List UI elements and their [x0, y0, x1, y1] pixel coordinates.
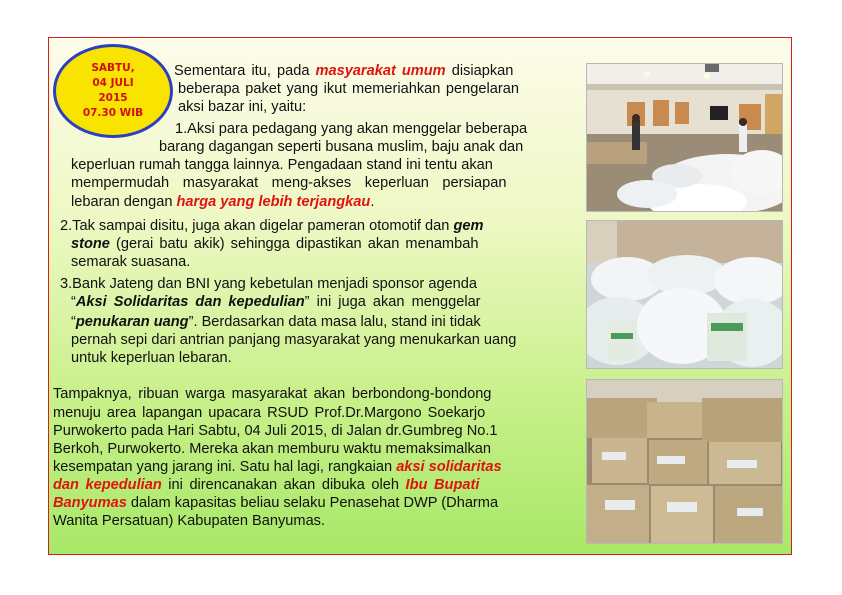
closing-line-8: Wanita Persatuan) Kabupaten Banyumas. — [53, 513, 326, 529]
closing-line-5: kesempatan yang jarang ini. Satu hal lagi, rangkaian aksi solidaritas — [53, 459, 502, 475]
item1-line-2: barang dagangan seperti busana muslim, baju anak dan — [159, 139, 524, 155]
emphasis-ibu-bupati: Ibu Bupati — [405, 477, 480, 493]
photo-package-sacks — [586, 379, 783, 544]
closing-line-6: dan kepedulian ini direncanakan akan dibuka oleh Ibu Bupati — [53, 477, 480, 493]
item3-line-3: “penukaran uang”. Berdasarkan data masa lalu, stand ini tidak — [71, 314, 481, 330]
item3-line-4: pernah sepi dari antrian panjang masyarakat yang menukarkan uang — [71, 332, 517, 348]
intro-line-1: Sementara itu, pada masyarakat umum disiapkan — [174, 63, 514, 79]
emphasis-penukaran-uang: penukaran uang — [75, 314, 189, 330]
emphasis-banyumas: Banyumas — [53, 495, 127, 511]
item1-line-4: mempermudah masyarakat meng-akses keperluan persiapan — [71, 175, 507, 191]
closing-line-3: Purwokerto pada Hari Sabtu, 04 Juli 2015, di Jalan dr.Gumbreg No.1 — [53, 423, 498, 439]
photo-hall-packages — [586, 63, 783, 212]
item3-line-1: 3.Bank Jateng dan BNI yang kebetulan menjadi sponsor agenda — [60, 276, 478, 292]
badge-year: 2015 — [98, 92, 128, 104]
photo-plastic-bags — [586, 220, 783, 369]
item2-line-1: 2.Tak sampai disitu, juga akan digelar pameran otomotif dan gem — [60, 218, 484, 234]
emphasis-stone: stone — [71, 236, 110, 252]
item3-line-5: untuk keperluan lebaran. — [71, 350, 232, 366]
intro-line-2: beberapa paket yang ikut memeriahkan pengelaran — [178, 81, 519, 97]
badge-day: SABTU, — [91, 62, 135, 74]
emphasis-aksi-solidaritas: Aksi Solidaritas dan kepedulian — [75, 294, 305, 310]
closing-line-4: Berkoh, Purwokerto. Mereka akan memburu waktu memaksimalkan — [53, 441, 491, 457]
item1-line-3: keperluan rumah tangga lainnya. Pengadaan stand ini tentu akan — [71, 157, 493, 173]
date-badge — [53, 44, 173, 138]
closing-line-7: Banyumas dalam kapasitas beliau selaku Penasehat DWP (Dharma — [53, 495, 499, 511]
badge-date: 04 JULI — [92, 77, 134, 89]
intro-line-3: aksi bazar ini, yaitu: — [178, 99, 307, 115]
closing-line-2: menuju area lapangan upacara RSUD Prof.Dr.Margono Soekarjo — [53, 405, 486, 421]
item1-line-1: 1.Aksi para pedagang yang akan menggelar beberapa — [175, 121, 528, 137]
emphasis-harga: harga yang lebih terjangkau — [176, 194, 371, 210]
emphasis-gem: gem — [453, 218, 484, 234]
emphasis-aksi-solidaritas-2: aksi solidaritas — [396, 459, 502, 475]
emphasis-dan-kepedulian: dan kepedulian — [53, 477, 162, 493]
emphasis-masyarakat-umum: masyarakat umum — [315, 63, 446, 79]
item2-line-2: stone (gerai batu akik) sehingga dipastikan akan menambah — [71, 236, 479, 252]
item1-line-5: lebaran dengan harga yang lebih terjangkau. — [71, 194, 375, 210]
badge-time: 07.30 WIB — [82, 107, 144, 119]
item2-line-3: semarak suasana. — [71, 254, 191, 270]
closing-line-1: Tampaknya, ribuan warga masyarakat akan berbondong-bondong — [53, 386, 492, 402]
item3-line-2: “Aksi Solidaritas dan kepedulian” ini juga akan menggelar — [71, 294, 481, 310]
